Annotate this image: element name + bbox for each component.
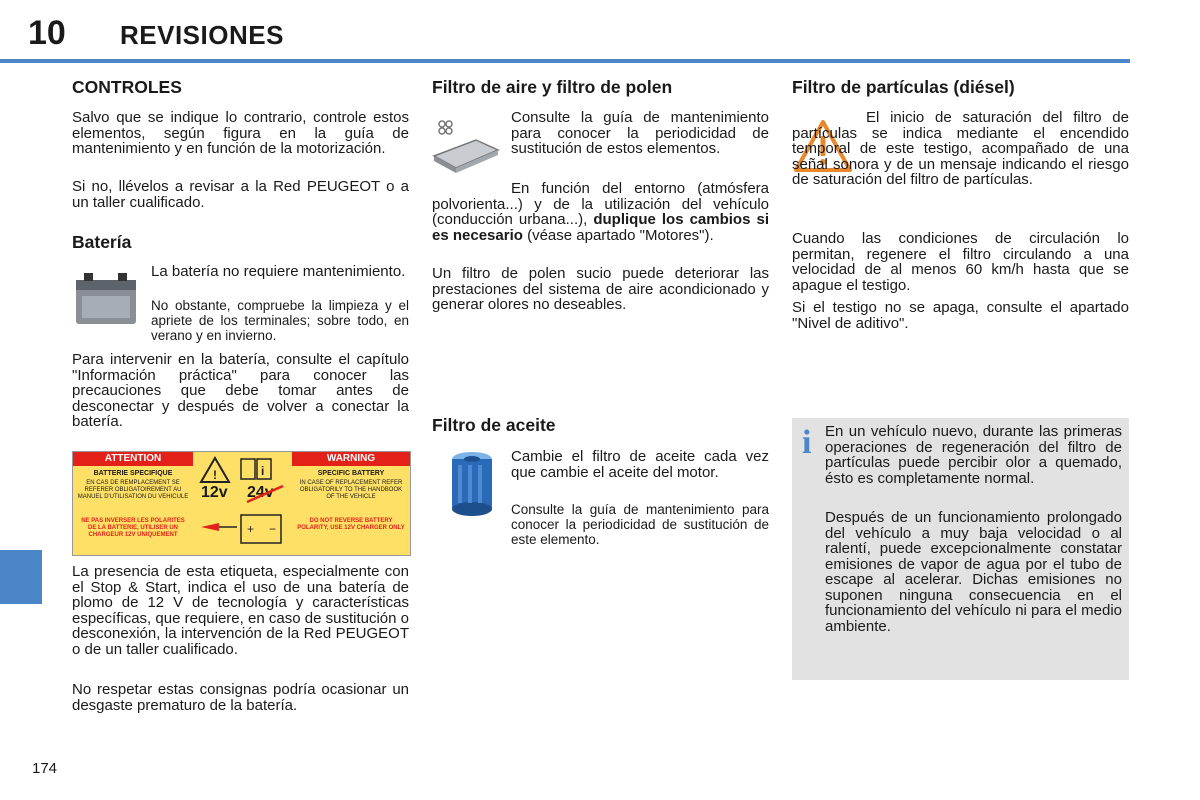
info-icon: i: [802, 424, 812, 461]
controles-paragraph-2: Si no, llévelos a revisar a la Red PEUGEOT o a un taller cualificado.: [72, 178, 409, 211]
filtro-aire-p2-bold: duplique los cambios si es necesario: [432, 211, 769, 244]
page-number: 174: [32, 760, 58, 777]
chapter-title: REVISIONES: [120, 20, 284, 50]
svg-text:−: −: [269, 522, 277, 536]
bateria-paragraph-5: No respetar estas consignas podría ocasionar un desgaste prematuro de la batería.: [72, 681, 409, 714]
filtro-aire-p2-text: En función del entorno (atmósfera polvorienta...) y de la utilización del vehículo (conducción urbana...),: [432, 180, 769, 228]
svg-text:!: !: [213, 468, 217, 482]
svg-text:+: +: [247, 522, 255, 536]
info-paragraph-1: En un vehículo nuevo, durante las primeras operaciones de regeneración del filtro de partículas puede percibir olor a quemado, ésto es completamente normal.: [825, 423, 1122, 487]
air-filter-icon: [432, 116, 500, 176]
warning-book-icon: [195, 454, 287, 484]
label-center-pictograms: [195, 454, 287, 551]
label-attention: ATTENTION: [73, 452, 193, 466]
label-24v: 24v: [247, 484, 274, 501]
bateria-paragraph-1: La batería no requiere mantenimiento.: [151, 263, 406, 280]
filtro-aire-p2-end: (véase apartado "Motores").: [522, 226, 714, 244]
svg-text:i: i: [261, 464, 265, 478]
charger-clamps-icon: [197, 509, 285, 547]
label-warning: WARNING: [292, 452, 410, 466]
filtro-aire-paragraph-1: Consulte la guía de mantenimiento para conocer la periodicidad de sustitución de estos elementos.: [511, 109, 769, 157]
label-en-bottom: DO NOT REVERSE BATTERY POLARITY, USE 12V CHARGER ONLY: [297, 518, 405, 531]
filtro-aire-paragraph-2: [432, 181, 769, 243]
oil-filter-icon: [450, 451, 494, 517]
filtro-aire-heading: Filtro de aire y filtro de polen: [432, 77, 673, 97]
filtro-aceite-heading: Filtro de aceite: [432, 415, 556, 435]
controles-heading: CONTROLES: [72, 77, 182, 97]
info-paragraph-2: Después de un funcionamiento prolongado del vehículo a muy baja velocidad o al ralentí, puede excepcionalmente constatar emisiones de vapor de agua por el tubo de escape al acelerar. Dichas emisiones no suponen ninguna consecuencia en el funcionamiento del vehículo ni para el medio ambiente.: [825, 509, 1122, 635]
bateria-heading: Batería: [72, 232, 132, 252]
filtro-particulas-paragraph-1: El inicio de saturación del filtro de partículas se indica mediante el encendido temporal de este testigo, acompañado de una señal sonora y de un mensaje indicando el riesgo de saturación del filtro de partículas.: [792, 109, 1129, 188]
controles-paragraph-1: Salvo que se indique lo contrario, controle estos elementos, según figura en la guía de mantenimiento y en función de la motorización.: [72, 109, 409, 157]
label-12v: 12v: [201, 484, 228, 501]
filtro-particulas-paragraph-3: Si el testigo no se apaga, consulte el apartado "Nivel de aditivo".: [792, 299, 1129, 332]
header-rule: [0, 59, 1130, 63]
filtro-particulas-paragraph-2: Cuando las condiciones de circulación lo permitan, regenere el filtro circulando a una velocidad de al menos 60 km/h hasta que se apague el testigo.: [792, 230, 1129, 294]
info-note-box: [792, 418, 1129, 680]
label-en-text: IN CASE OF REPLACEMENT REFER OBLIGATORILY TO THE HANDBOOK OF THE VEHICLE: [299, 480, 403, 500]
filtro-aceite-paragraph-2: Consulte la guía de mantenimiento para conocer la periodicidad de sustitución de este elemento.: [511, 502, 769, 547]
filtro-aire-paragraph-3: Un filtro de polen sucio puede deteriorar las prestaciones del sistema de aire acondicionado y generar olores no deseables.: [432, 265, 769, 313]
label-fr-text: EN CAS DE REMPLACEMENT SE REFERER OBLIGATOIREMENT AU MANUEL D'UTILISATION DU VEHICULE: [77, 480, 189, 500]
chapter-number: 10: [28, 14, 66, 52]
label-fr-title: BATTERIE SPECIFIQUE: [93, 470, 173, 477]
bateria-paragraph-3: Para intervenir en la batería, consulte el capítulo "Información práctica" para conocer las precauciones que debe tomar antes de desconectar y después de volver a conectar la batería.: [72, 351, 409, 430]
filtro-aceite-paragraph-1: Cambie el filtro de aceite cada vez que cambie el aceite del motor.: [511, 448, 769, 481]
bateria-paragraph-4: La presencia de esta etiqueta, especialmente con el Stop & Start, indica el uso de una batería de plomo de 12 V de tecnología y características específicas, que requiere, en caso de sustitución o desconexión, la intervención de la Red PEUGEOT o de un taller cualificado.: [72, 563, 409, 658]
bateria-paragraph-2: No obstante, compruebe la limpieza y el apriete de los terminales; sobre todo, en verano y en invierno.: [151, 298, 409, 343]
filtro-particulas-heading: Filtro de partículas (diésel): [792, 77, 1015, 97]
label-fr-bottom: NE PAS INVERSER LES POLARITES DE LA BATTERIE, UTILISER UN CHARGEUR 12V UNIQUEMENT: [81, 518, 185, 538]
chapter-side-tab: [0, 550, 42, 604]
battery-warning-label: [72, 451, 411, 556]
label-en-title: SPECIFIC BATTERY: [317, 470, 385, 477]
cross-out-24v-icon: [245, 484, 285, 504]
battery-icon: [72, 266, 142, 328]
